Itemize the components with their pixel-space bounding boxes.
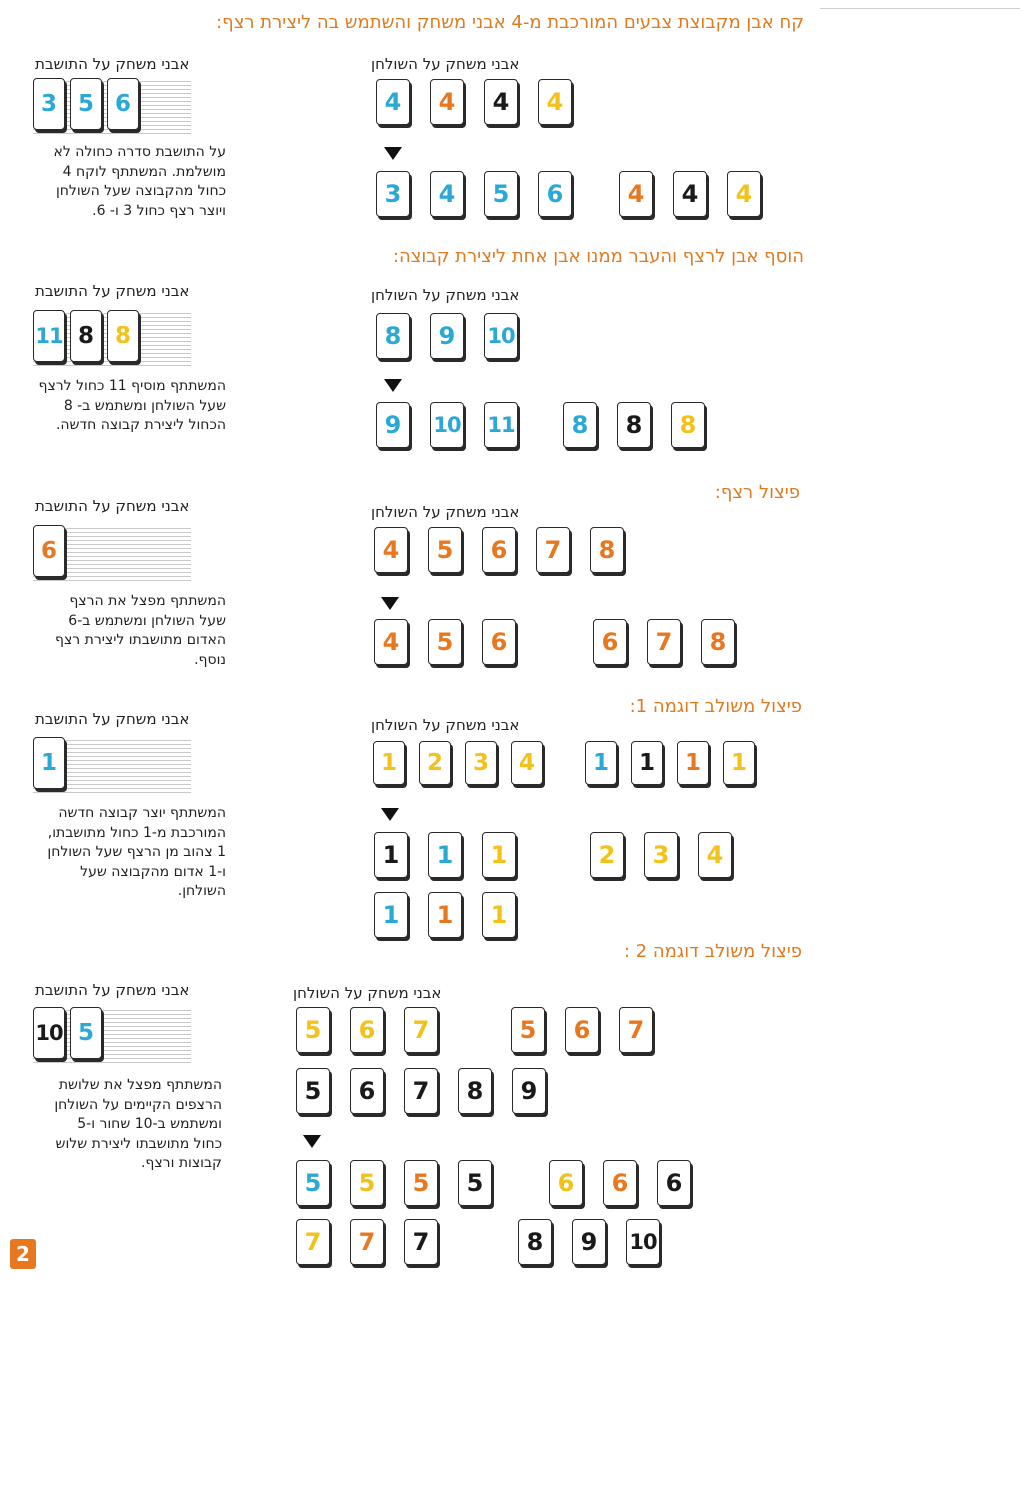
section-2-rack-label: אבני משחק על התושבת (35, 282, 190, 300)
game-tile: 4 (430, 79, 464, 125)
section-2-rack (33, 310, 191, 368)
game-tile: 9 (376, 402, 410, 448)
game-tile: 5 (484, 171, 518, 217)
section-5-description: המשתתף מפצל את שלושת הרצפים הקיימים על השולחן ומשתמש ב-10 שחור ו-5 כחול מתושבתו ליצירת שלוש קבוצות ורצף. (54, 1077, 222, 1171)
game-tile: 1 (482, 832, 516, 878)
game-tile: 7 (404, 1007, 438, 1053)
game-tile: 3 (465, 741, 497, 785)
down-arrow-icon (384, 147, 402, 160)
section-5-heading: פיצול משולב דוגמה 2 : (623, 941, 802, 962)
down-arrow-icon (381, 597, 399, 610)
section-2-before-group (376, 313, 538, 359)
section-5-before-group-3 (296, 1068, 566, 1114)
rack-tiles (33, 310, 139, 362)
game-tile: 2 (590, 832, 624, 878)
game-tile: 4 (698, 832, 732, 878)
game-tile: 6 (549, 1160, 583, 1206)
game-tile: 5 (350, 1160, 384, 1206)
game-tile: 6 (350, 1068, 384, 1114)
game-tile: 1 (374, 832, 408, 878)
game-tile: 4 (619, 171, 653, 217)
section-5-after-group-3 (296, 1219, 458, 1265)
game-tile: 8 (518, 1219, 552, 1265)
section-5-after-group-1 (296, 1160, 512, 1206)
section-3-after-group-2 (593, 619, 755, 665)
section-3-rack-label: אבני משחק על התושבת (35, 497, 190, 515)
section-1-table-label: אבני משחק על השולחן (371, 55, 520, 73)
game-tile: 8 (701, 619, 735, 665)
game-tile: 8 (458, 1068, 492, 1114)
section-2-after-group-2 (563, 402, 725, 448)
section-1-after-group-1 (376, 171, 592, 217)
game-tile: 1 (374, 892, 408, 938)
game-tile: 4 (673, 171, 707, 217)
game-tile: 7 (296, 1219, 330, 1265)
rack-tiles (33, 1007, 102, 1059)
game-tile: 3 (33, 78, 65, 130)
game-tile: 3 (376, 171, 410, 217)
game-tile: 5 (428, 619, 462, 665)
game-tile: 6 (482, 527, 516, 573)
game-tile: 6 (350, 1007, 384, 1053)
section-5-after-group-2 (549, 1160, 711, 1206)
game-tile: 4 (511, 741, 543, 785)
game-tile: 8 (107, 310, 139, 362)
game-tile: 4 (484, 79, 518, 125)
section-1-rack-label: אבני משחק על התושבת (35, 55, 190, 73)
section-2-after-group-1 (376, 402, 538, 448)
section-4-before-group-2 (585, 741, 769, 785)
game-tile: 5 (511, 1007, 545, 1053)
down-arrow-icon (384, 379, 402, 392)
game-tile: 7 (647, 619, 681, 665)
game-tile: 6 (565, 1007, 599, 1053)
game-tile: 9 (430, 313, 464, 359)
section-1-after-group-2 (619, 171, 781, 217)
game-tile: 7 (404, 1068, 438, 1114)
section-4-after-group-1 (374, 832, 536, 878)
section-4-rack (33, 737, 191, 795)
section-1-heading: קח אבן מקבוצת צבעים המורכבת מ-4 אבני משחק והשתמש בה ליצירת רצף: (216, 12, 804, 33)
game-tile: 7 (404, 1219, 438, 1265)
section-3-before-group (374, 527, 644, 573)
section-5-after-group-4 (518, 1219, 680, 1265)
game-tile: 6 (593, 619, 627, 665)
rack-tiles (33, 78, 139, 130)
game-tile: 11 (33, 310, 65, 362)
game-tile: 6 (603, 1160, 637, 1206)
game-tile: 8 (590, 527, 624, 573)
section-1-description: על התושבת סדרה כחולה לא מושלמת. המשתתף לוקח 4 כחול מהקבוצה שעל השולחן ויוצר רצף כחול 3 ו- 6. (53, 144, 226, 219)
game-tile: 2 (419, 741, 451, 785)
section-5-before-group-1 (296, 1007, 458, 1053)
section-3-description: המשתתף מפצל את הרצף שעל השולחן ומשתמש ב-6 האדום מתושבתו ליצירת רצף נוסף. (55, 593, 226, 668)
game-tile: 1 (482, 892, 516, 938)
game-tile: 5 (458, 1160, 492, 1206)
section-5-rack-label: אבני משחק על התושבת (35, 981, 190, 999)
section-4-after-group-3 (374, 892, 536, 938)
game-tile: 6 (482, 619, 516, 665)
game-tile: 4 (430, 171, 464, 217)
game-tile: 1 (723, 741, 755, 785)
game-tile: 5 (296, 1068, 330, 1114)
game-tile: 5 (404, 1160, 438, 1206)
section-3-rack (33, 525, 191, 583)
down-arrow-icon (381, 808, 399, 821)
game-tile: 8 (671, 402, 705, 448)
game-tile: 6 (107, 78, 139, 130)
game-tile: 8 (70, 310, 102, 362)
game-tile: 6 (33, 525, 65, 577)
section-3-table-label: אבני משחק על השולחן (371, 503, 520, 521)
section-5-rack (33, 1007, 191, 1065)
game-tile: 6 (538, 171, 572, 217)
game-tile: 5 (296, 1007, 330, 1053)
section-3-heading: פיצול רצף: (714, 482, 800, 503)
section-1-before-group (376, 79, 592, 125)
section-2-description: המשתתף מוסיף 11 כחול לרצף שעל השולחן ומשתמש ב- 8 הכחול ליצירת קבוצה חדשה. (38, 378, 226, 433)
game-tile: 10 (430, 402, 464, 448)
game-tile: 7 (350, 1219, 384, 1265)
game-tile: 1 (33, 737, 65, 789)
section-4-rack-label: אבני משחק על התושבת (35, 710, 190, 728)
game-tile: 5 (70, 78, 102, 130)
rack-tiles (33, 525, 65, 577)
page-number-badge: 2 (10, 1239, 36, 1269)
section-2-table-label: אבני משחק על השולחן (371, 286, 520, 304)
game-tile: 8 (563, 402, 597, 448)
game-tile: 10 (484, 313, 518, 359)
game-tile: 10 (626, 1219, 660, 1265)
game-tile: 7 (619, 1007, 653, 1053)
section-5-table-label: אבני משחק על השולחן (293, 984, 442, 1002)
game-tile: 1 (677, 741, 709, 785)
game-tile: 11 (484, 402, 518, 448)
game-tile: 7 (536, 527, 570, 573)
game-tile: 1 (585, 741, 617, 785)
section-4-heading: פיצול משולב דוגמה 1: (629, 696, 802, 717)
section-4-description: המשתתף יוצר קבוצה חדשה המורכבת מ-1 כחול מתושבתו, 1 צהוב מן הרצף שעל השולחן ו-1 אדום מהקבוצה שעל השולחן. (47, 805, 226, 899)
game-tile: 8 (376, 313, 410, 359)
game-tile: 4 (538, 79, 572, 125)
game-tile: 5 (296, 1160, 330, 1206)
section-4-table-label: אבני משחק על השולחן (371, 716, 520, 734)
section-4-before-group-1 (373, 741, 557, 785)
section-4-after-group-2 (590, 832, 752, 878)
game-tile: 1 (428, 832, 462, 878)
section-2-heading: הוסף אבן לרצף והעבר ממנו אבן אחת ליצירת קבוצה: (392, 246, 804, 267)
game-tile: 4 (374, 619, 408, 665)
rack-tiles (33, 737, 65, 789)
section-3-after-group-1 (374, 619, 536, 665)
game-tile: 4 (374, 527, 408, 573)
game-tile: 10 (33, 1007, 65, 1059)
section-5-before-group-2 (511, 1007, 673, 1053)
game-tile: 3 (644, 832, 678, 878)
game-tile: 4 (376, 79, 410, 125)
game-tile: 5 (70, 1007, 102, 1059)
game-tile: 8 (617, 402, 651, 448)
game-tile: 1 (428, 892, 462, 938)
game-tile: 9 (512, 1068, 546, 1114)
game-tile: 9 (572, 1219, 606, 1265)
game-tile: 4 (727, 171, 761, 217)
section-1-rack (33, 78, 191, 136)
top-rule (820, 8, 1020, 9)
game-tile: 6 (657, 1160, 691, 1206)
down-arrow-icon (303, 1135, 321, 1148)
game-tile: 5 (428, 527, 462, 573)
game-tile: 1 (373, 741, 405, 785)
game-tile: 1 (631, 741, 663, 785)
